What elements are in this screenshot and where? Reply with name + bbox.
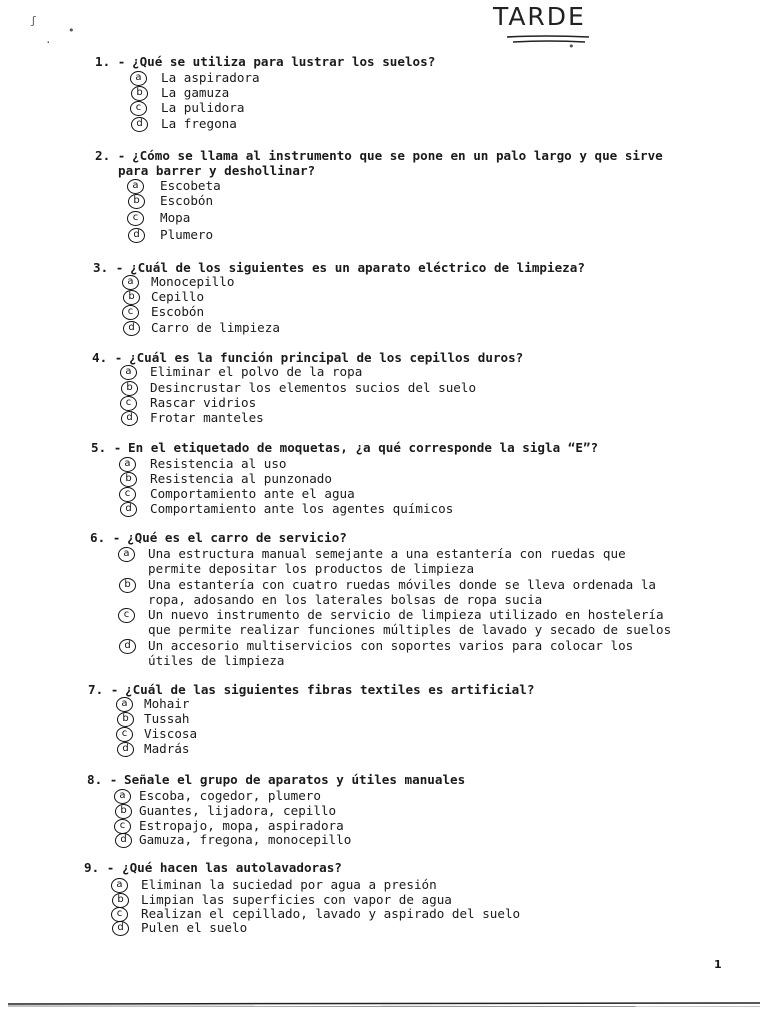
option-text: Una estantería con cuatro ruedas móviles donde se lleva ordenada la bbox=[148, 577, 656, 592]
question-number: 8. - bbox=[87, 772, 118, 787]
option-letter-circle[interactable]: a bbox=[122, 275, 139, 290]
option-text: Carro de limpieza bbox=[151, 320, 280, 335]
stray-mark: • bbox=[68, 24, 75, 37]
option-letter-circle[interactable]: a bbox=[116, 697, 133, 712]
option-text: Tussah bbox=[144, 711, 190, 726]
option-text: Desincrustar los elementos sucios del suelo bbox=[150, 380, 477, 395]
option-letter-circle[interactable]: a bbox=[130, 71, 147, 86]
option-text: Gamuza, fregona, monocepillo bbox=[139, 832, 352, 847]
option-text: Un nuevo instrumento de servicio de limpieza utilizado en hostelería bbox=[148, 607, 664, 622]
option-letter-circle[interactable]: a bbox=[119, 457, 136, 472]
option-text: Comportamiento ante el agua bbox=[150, 486, 355, 501]
option-text: permite depositar los productos de limpieza bbox=[148, 561, 475, 576]
option-letter-circle[interactable]: d bbox=[131, 117, 148, 132]
footer-rule bbox=[0, 1002, 768, 1008]
question-text: ¿Qué es el carro de servicio? bbox=[127, 530, 347, 545]
option-text: Plumero bbox=[160, 227, 214, 242]
question-number: 6. - bbox=[90, 530, 121, 545]
option-text: Escobón bbox=[160, 193, 214, 208]
option-letter-circle[interactable]: a bbox=[114, 789, 131, 804]
option-text: La pulidora bbox=[161, 100, 245, 115]
question-text: ¿Cómo se llama al instrumento que se pone en un palo largo y que sirve bbox=[132, 148, 663, 163]
option-text: Limpian las superficies con vapor de agua bbox=[141, 892, 452, 907]
option-letter-circle[interactable]: d bbox=[120, 502, 137, 517]
option-text: Comportamiento ante los agentes químicos bbox=[150, 501, 454, 516]
option-text: Frotar manteles bbox=[150, 410, 264, 425]
option-text: Un accesorio multiservicios con soportes varios para colocar los bbox=[148, 638, 634, 653]
header-underline bbox=[505, 34, 591, 44]
option-letter-circle[interactable]: a bbox=[120, 365, 137, 380]
option-letter-circle[interactable]: c bbox=[130, 101, 147, 116]
option-letter-circle[interactable]: a bbox=[127, 179, 144, 194]
option-letter-circle[interactable]: c bbox=[127, 211, 144, 226]
stray-mark: ʃ bbox=[30, 14, 37, 27]
option-letter-circle[interactable]: d bbox=[121, 411, 138, 426]
handwritten-header: TARDE bbox=[493, 2, 586, 31]
option-letter-circle[interactable]: d bbox=[128, 228, 145, 243]
question-number: 1. - bbox=[95, 54, 126, 69]
option-letter-circle[interactable]: b bbox=[120, 472, 137, 487]
option-letter-circle[interactable]: b bbox=[117, 712, 134, 727]
option-text: Resistencia al punzonado bbox=[150, 471, 332, 486]
option-text: Escoba, cogedor, plumero bbox=[139, 788, 321, 803]
option-letter-circle[interactable]: b bbox=[128, 194, 145, 209]
option-text: Guantes, lijadora, cepillo bbox=[139, 803, 337, 818]
option-letter-circle[interactable]: d bbox=[123, 321, 140, 336]
option-text: Viscosa bbox=[144, 726, 198, 741]
question-number: 9. - bbox=[84, 860, 115, 875]
option-text: útiles de limpieza bbox=[148, 653, 285, 668]
question-number: 7. - bbox=[88, 682, 119, 697]
question-text: ¿Cuál es la función principal de los cepillos duros? bbox=[129, 350, 524, 365]
option-text: Resistencia al uso bbox=[150, 456, 287, 471]
option-letter-circle[interactable]: b bbox=[115, 804, 132, 819]
question-text: para barrer y deshollinar? bbox=[118, 163, 316, 178]
option-letter-circle[interactable]: b bbox=[119, 578, 136, 593]
option-letter-circle[interactable]: c bbox=[114, 819, 131, 834]
option-letter-circle[interactable]: a bbox=[111, 878, 128, 893]
option-text: La gamuza bbox=[161, 85, 230, 100]
question-number: 5. - bbox=[91, 440, 122, 455]
option-letter-circle[interactable]: c bbox=[116, 727, 133, 742]
option-text: Mohair bbox=[144, 696, 190, 711]
option-letter-circle[interactable]: d bbox=[119, 639, 136, 654]
question-number: 3. - bbox=[93, 260, 124, 275]
option-text: La aspiradora bbox=[161, 70, 260, 85]
option-text: Eliminar el polvo de la ropa bbox=[150, 364, 363, 379]
option-letter-circle[interactable]: d bbox=[115, 833, 132, 848]
option-letter-circle[interactable]: c bbox=[111, 907, 128, 922]
option-text: Eliminan la suciedad por agua a presión bbox=[141, 877, 437, 892]
question-number: 2. - bbox=[95, 148, 126, 163]
option-text: Cepillo bbox=[151, 289, 205, 304]
option-letter-circle[interactable]: d bbox=[112, 921, 129, 936]
question-text: En el etiquetado de moquetas, ¿a qué corresponde la sigla “E”? bbox=[128, 440, 599, 455]
stray-mark: • bbox=[568, 40, 575, 53]
option-text: Monocepillo bbox=[151, 274, 235, 289]
option-letter-circle[interactable]: b bbox=[123, 290, 140, 305]
option-text: Escobeta bbox=[160, 178, 221, 193]
option-letter-circle[interactable]: a bbox=[118, 547, 135, 562]
option-text: que permite realizar funciones múltiples de lavado y secado de suelos bbox=[148, 622, 672, 637]
option-text: Escobón bbox=[151, 304, 205, 319]
question-text: ¿Qué se utiliza para lustrar los suelos? bbox=[132, 54, 436, 69]
option-letter-circle[interactable]: d bbox=[117, 742, 134, 757]
option-text: Madrás bbox=[144, 741, 190, 756]
option-letter-circle[interactable]: b bbox=[112, 893, 129, 908]
option-letter-circle[interactable]: b bbox=[121, 381, 138, 396]
option-letter-circle[interactable]: c bbox=[122, 305, 139, 320]
option-text: La fregona bbox=[161, 116, 237, 131]
option-text: Rascar vidrios bbox=[150, 395, 257, 410]
option-letter-circle[interactable]: c bbox=[120, 396, 137, 411]
option-letter-circle[interactable]: b bbox=[131, 86, 148, 101]
question-text: Señale el grupo de aparatos y útiles manuales bbox=[124, 772, 466, 787]
option-letter-circle[interactable]: c bbox=[119, 487, 136, 502]
page-number: 1 bbox=[714, 958, 722, 971]
option-text: Pulen el suelo bbox=[141, 920, 248, 935]
option-text: ropa, adosando en los laterales bolsas de ropa sucia bbox=[148, 592, 543, 607]
option-text: Realizan el cepillado, lavado y aspirado del suelo bbox=[141, 906, 521, 921]
question-number: 4. - bbox=[92, 350, 123, 365]
stray-mark: · bbox=[45, 36, 52, 49]
question-text: ¿Qué hacen las autolavadoras? bbox=[122, 860, 342, 875]
option-text: Mopa bbox=[160, 210, 191, 225]
option-letter-circle[interactable]: c bbox=[118, 608, 135, 623]
question-text: ¿Cuál de las siguientes fibras textiles es artificial? bbox=[125, 682, 535, 697]
option-text: Estropajo, mopa, aspiradora bbox=[139, 818, 344, 833]
question-text: ¿Cuál de los siguientes es un aparato eléctrico de limpieza? bbox=[130, 260, 585, 275]
option-text: Una estructura manual semejante a una estantería con ruedas que bbox=[148, 546, 626, 561]
